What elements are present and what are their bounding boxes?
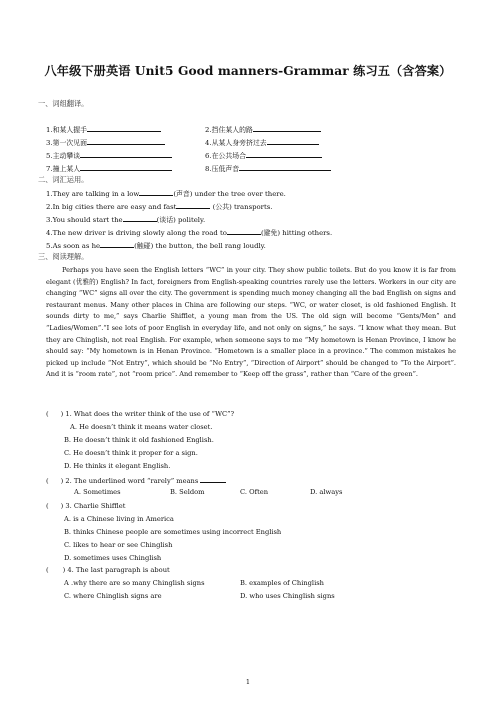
answer-option: D. always	[310, 488, 343, 496]
phrase-item: 7.撞上某人	[46, 163, 172, 173]
answer-option: B. He doesn’t think it old fashioned English.	[64, 436, 214, 444]
section2-heading: 二、词汇运用。	[38, 175, 89, 184]
section3-heading: 三、阅读理解。	[38, 252, 89, 261]
answer-option: B. Seldom	[170, 488, 205, 496]
answer-option: D. He thinks it elegant English.	[64, 462, 171, 470]
answer-option: B. thinks Chinese people are sometimes using incorrect English	[64, 528, 282, 536]
question-stem: ( ) 3. Charlie Shifflet	[46, 502, 126, 510]
answer-option: A .why there are so many Chinglish signs	[64, 579, 205, 587]
answer-option: D. sometimes uses Chinglish	[64, 554, 162, 562]
answer-option: C. He doesn’t think it proper for a sign.	[64, 449, 198, 457]
question-stem: ( ) 2. The underlined word “rarely” means	[46, 475, 226, 485]
section1-heading: 一、词组翻译。	[38, 99, 89, 108]
phrase-item: 4.从某人身旁挤过去	[205, 137, 319, 147]
answer-option: C. likes to hear or see Chinglish	[64, 541, 173, 549]
question-stem: ( ) 4. The last paragraph is about	[46, 566, 170, 574]
question-stem: ( ) 1. What does the writer think of the use of “WC”?	[46, 410, 235, 418]
vocab-item: 2.In big cities there are easy and fast (公共) transports.	[46, 203, 273, 211]
phrase-item: 8.压低声音	[205, 163, 331, 173]
vocab-item: 3.You should start the (谈话) politely.	[46, 216, 206, 224]
reading-passage: Perhaps you have seen the English letters “WC” in your city. They show public toilets. But do you know it is far from elegant (优雅的) English? In fact, foreigners from English-speaking countries rarely use the letters. Workers in our city are changing “WC” signs all over the city. The government is spending much money changing all the bad English on signs and restaurant menus. Many other places in China are following our steps. “WC, or water closet, is old fashioned English. It sounds dirty to me,” says Charlie Shifflet, a young man from the US. The old sign will become “Gents/Men” and “Ladies/Women”.“I see lots of poor English in everyday life, and not only on signs,” he says. “I know what they mean. But they are Chinglish, not real English. For example, when someone says to me “My hometown is Henan Province, I know he should say: “My hometown is in Henan Province. “Hometown is a smaller place in a province.” The common mistakes he picked up include “Not Entry”, which should be “No Entry”, “Direction of Airport” should be changed to “To the Airport”. And it is “room rate”, not “room price”. And remember to “Keep off the grass”, rather than “Care of the green”.	[46, 266, 456, 379]
phrase-item: 1.和某人握手	[46, 124, 161, 134]
page-title: 八年级下册英语 Unit5 Good manners-Grammar 练习五（含答案）	[44, 64, 452, 78]
page-number: 1	[245, 678, 251, 686]
phrase-item: 5.主动攀谈	[46, 150, 172, 160]
answer-option: A. He doesn’t think it means water closet.	[70, 423, 213, 431]
answer-option: B. examples of Chinglish	[240, 579, 324, 587]
vocab-item: 5.As soon as he (触碰) the button, the bell rang loudly.	[46, 242, 266, 250]
vocab-item: 4.The new driver is driving slowly along the road to (避免) hitting others.	[46, 229, 333, 237]
answer-option: C. where Chinglish signs are	[64, 592, 162, 600]
phrase-item: 2.挡住某人的路	[205, 124, 321, 134]
answer-option: D. who uses Chinglish signs	[240, 592, 335, 600]
phrase-item: 3.第一次见面	[46, 137, 165, 147]
answer-option: A. Sometimes	[74, 488, 121, 496]
phrase-item: 6.在公共场合	[205, 150, 322, 160]
vocab-item: 1.They are talking in a low (声音) under the tree over there.	[46, 190, 286, 198]
answer-option: A. is a Chinese living in America	[64, 515, 174, 523]
answer-option: C. Often	[240, 488, 269, 496]
